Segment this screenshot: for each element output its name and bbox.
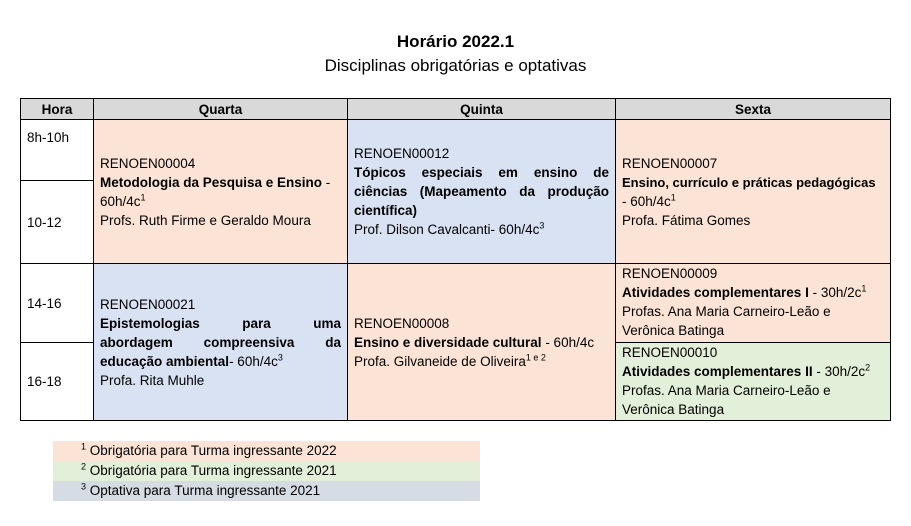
- hour-cell: [21, 343, 94, 420]
- course-cell-renoen00010: [616, 343, 890, 420]
- course-code: RENOEN00012: [354, 146, 450, 161]
- legend: [53, 441, 480, 501]
- course-code: RENOEN00010: [622, 345, 718, 360]
- course-load: - 60h/4c: [541, 334, 595, 350]
- course-load: - 60h/4c: [622, 193, 671, 209]
- page-subtitle: Disciplinas obrigatórias e optativas: [324, 56, 587, 75]
- legend-item-obrigatoria-2022: $^1$ Obrigatória para Turma ingressante 2022: [53, 441, 480, 461]
- course-cell-renoen00007: [616, 120, 890, 264]
- course-load: - 30h/2c: [812, 364, 866, 379]
- course-teachers: Profa. Rita Muhle: [100, 372, 205, 388]
- page-title: Horário 2022.1: [396, 32, 515, 51]
- course-name: Metodologia da Pesquisa e Ensino: [100, 174, 323, 190]
- footnote-mark: 1: [140, 192, 146, 202]
- legend-item-obrigatoria-2021: $^2$ Obrigatória para Turma ingressante 2021: [53, 461, 480, 481]
- course-teachers: Profs. Ruth Firme e Geraldo Moura: [100, 212, 311, 228]
- footnote-mark: 3: [539, 220, 545, 231]
- course-teachers: Verônica Batinga: [622, 402, 725, 417]
- hour-label: 8h-10h: [27, 130, 70, 145]
- course-load: - 60h/4c: [229, 353, 278, 369]
- course-teachers: Profas. Ana Maria Carneiro-Leão e: [622, 383, 831, 398]
- course-name-line: abordagem compreensiva da: [100, 334, 341, 350]
- hour-cell: [21, 264, 94, 343]
- course-load: 60h/4c: [100, 193, 141, 209]
- course-teachers: Profa. Fátima Gomes: [622, 212, 751, 228]
- course-name-line: educação ambiental: [100, 353, 230, 369]
- course-code: RENOEN00009: [622, 266, 718, 281]
- schedule-table: [20, 98, 891, 421]
- course-teachers: Verônica Batinga: [622, 323, 725, 338]
- legend-item-optativa-2021: $^3$ Optativa para Turma ingressante 2021: [53, 481, 480, 501]
- course-load: - 30h/2c: [808, 285, 862, 300]
- course-teachers: Prof. Dilson Cavalcanti- 60h/4c: [354, 222, 540, 237]
- course-name: Tópicos especiais em ensino de ciências (Mapeamento da produção científica): [354, 165, 609, 218]
- course-cell-renoen00012: [348, 120, 616, 264]
- course-name: Ensino e diversidade cultural: [354, 334, 542, 350]
- column-header-quinta: Quinta: [348, 99, 616, 120]
- footnote-mark: 1: [861, 283, 867, 294]
- column-header-sexta: Sexta: [616, 99, 890, 120]
- course-cell-renoen00021: [94, 264, 348, 420]
- course-code: RENOEN00008: [354, 315, 450, 331]
- course-name: Atividades complementares II: [622, 364, 813, 379]
- course-cell-renoen00009: [616, 264, 890, 343]
- footnote-mark: 3: [277, 352, 283, 362]
- hour-cell: [21, 120, 94, 181]
- column-header-quarta: Quarta: [94, 99, 348, 120]
- hour-label: 10-12: [27, 214, 62, 230]
- footnote-mark: 1: [670, 192, 676, 202]
- course-cell-renoen00008: [348, 264, 616, 420]
- course-code: RENOEN00021: [100, 296, 196, 312]
- course-name: Ensino, currículo e práticas pedagógicas: [622, 174, 876, 190]
- footnote-mark: 1 e 2: [525, 352, 546, 362]
- hour-cell: [21, 181, 94, 264]
- course-code: RENOEN00004: [100, 155, 196, 171]
- column-header-hora: Hora: [21, 99, 94, 120]
- course-name: Atividades complementares I: [622, 285, 809, 300]
- course-teachers: Profa. Gilvaneide de Oliveira: [354, 353, 526, 369]
- hour-label: 16-18: [27, 374, 62, 389]
- course-teachers: Profas. Ana Maria Carneiro-Leão e: [622, 304, 831, 319]
- course-cell-renoen00004: RENOEN00004 Metodologia da Pesquisa e Ensino - $60h/4c^1$ Profs. Ruth Firme e Geraldo Moura: [94, 120, 348, 264]
- hour-label: 14-16: [27, 295, 62, 311]
- course-code: RENOEN00007: [622, 155, 718, 171]
- course-name-line: Epistemologias para uma: [100, 315, 341, 331]
- footnote-mark: 2: [865, 362, 871, 373]
